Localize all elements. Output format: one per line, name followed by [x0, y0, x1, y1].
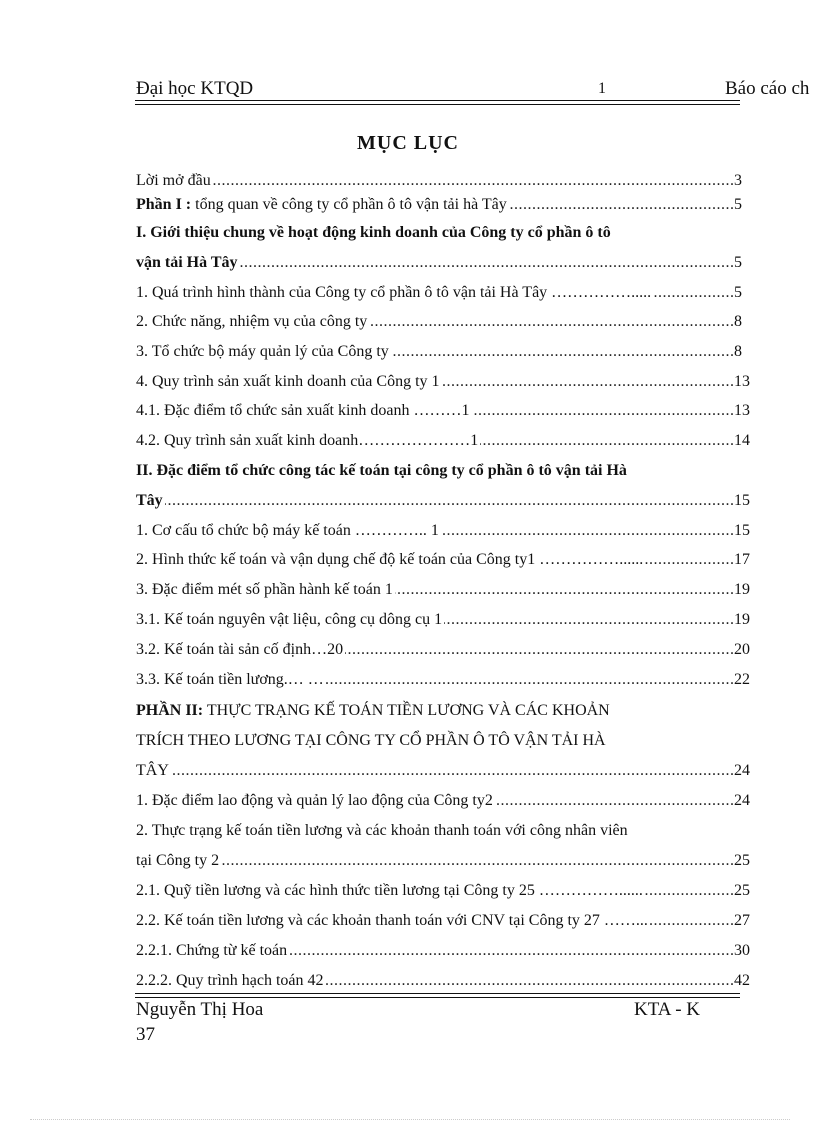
toc-entry-page: 14 [733, 430, 756, 452]
footer-class: KTA - K [634, 999, 701, 1020]
toc-entry-page: 13 [733, 371, 756, 393]
toc-entry-text [136, 940, 289, 962]
toc-entry-page: 20 [733, 639, 756, 661]
toc-entry-text [136, 222, 613, 244]
toc-entry [136, 910, 756, 932]
toc-entry [136, 669, 756, 691]
toc-entry-text [136, 430, 480, 452]
toc-entry [136, 311, 756, 333]
toc-entry-page: 5 [733, 252, 756, 274]
toc-entry-text [136, 460, 629, 482]
toc-entry-prefix: PHẦN II: [136, 702, 204, 719]
toc-entry-page: 15 [733, 520, 756, 542]
footer-author: Nguyễn Thị Hoa [136, 999, 264, 1020]
toc-leader-dots [136, 170, 736, 192]
toc-entry-text [136, 910, 650, 932]
toc-entry-title: 2.2. Kế toán tiền lương và các khoản thanh toán với CNV tại Công ty 27 ……... [136, 912, 648, 929]
toc-entry [136, 730, 756, 752]
toc-entry-title: THỰC TRẠNG KẾ TOÁN TIỀN LƯƠNG VÀ CÁC KHOẢN [203, 702, 610, 719]
toc-entry-title: tổng quan về công ty cổ phần ô tô vận tải hà Tây [191, 196, 507, 213]
toc-entry-text [136, 252, 240, 274]
toc-entry [136, 760, 756, 782]
toc-entry-text [136, 194, 509, 216]
toc-entry-text [136, 282, 653, 304]
footer-divider [135, 993, 740, 998]
toc-entry [136, 400, 756, 422]
toc-entry-page: 24 [733, 760, 756, 782]
toc-entry-text [136, 700, 612, 722]
toc-entry-title: 4.1. Đặc điểm tổ chức sản xuất kinh doanh ………1 [136, 402, 470, 419]
toc-entry [136, 194, 756, 216]
toc-entry-title: TÂY [136, 762, 169, 779]
toc-entry-page: 42 [733, 970, 756, 992]
toc-entry-page: 5 [733, 194, 756, 216]
toc-entry-text [136, 730, 608, 752]
toc-entry-title: 3.1. Kế toán nguyên vật liệu, công cụ dông cụ 1 [136, 611, 443, 628]
toc-entry-title: 1. Cơ cấu tổ chức bộ máy kế toán ………….. 1 [136, 522, 439, 539]
toc-entry [136, 430, 756, 452]
toc-entry-title: 3.2. Kế toán tài sản cố định…20 [136, 641, 344, 658]
toc-entry-title: 2.2.2. Quy trình hạch toán 42 [136, 972, 324, 989]
toc-entry-text [136, 850, 221, 872]
toc-entry-title: 4. Quy trình sản xuất kinh doanh của Công ty 1 [136, 373, 440, 390]
toc-entry-text [136, 520, 441, 542]
toc-entry [136, 609, 756, 631]
toc-entry-title: Lời mở đầu [136, 172, 211, 189]
toc-entry-title: 2. Hình thức kế toán và vận dụng chế độ kế toán của Công ty1 ……………...... [136, 551, 644, 568]
toc-entry [136, 850, 756, 872]
toc-entry-page: 3 [733, 170, 756, 192]
toc-entry-page: 15 [733, 490, 756, 512]
toc-entry-page: 24 [733, 790, 756, 812]
toc-entry-text [136, 579, 395, 601]
toc-entry-title: I. Giới thiệu chung về hoạt động kinh doanh của Công ty cổ phần ô tô [136, 224, 611, 241]
header-report-title: Báo cáo ch [725, 78, 810, 99]
toc-entry [136, 170, 756, 192]
header-university: Đại học KTQD [136, 78, 254, 99]
toc-entry-title: 1. Quá trình hình thành của Công ty cổ phần ô tô vận tải Hà Tây ……………..... [136, 284, 652, 301]
toc-entry-text [136, 341, 391, 363]
toc-entry [136, 940, 756, 962]
toc-entry [136, 820, 756, 842]
toc-leader-dots [136, 490, 736, 512]
header-divider [135, 100, 740, 105]
toc-entry [136, 579, 756, 601]
toc-entry-page: 27 [733, 910, 756, 932]
toc-entry-title: Tây [136, 492, 163, 509]
toc-entry [136, 790, 756, 812]
toc-entry-title: 1. Đặc điểm lao động và quản lý lao động của Công ty2 [136, 792, 493, 809]
toc-entry-page: 17 [733, 549, 756, 571]
toc-entry-page: 30 [733, 940, 756, 962]
toc-entry-title: 3. Đặc điểm mét số phần hành kế toán 1 [136, 581, 393, 598]
toc-entry-text [136, 170, 213, 192]
toc-entry-page: 8 [733, 311, 756, 333]
toc-entry-text [136, 790, 495, 812]
toc-entry-text [136, 669, 326, 691]
toc-entry [136, 639, 756, 661]
toc-entry-title: 4.2. Quy trình sản xuất kinh doanh…………………1 [136, 432, 479, 449]
toc-entry-page: 19 [733, 609, 756, 631]
page-title: MỤC LỤC [357, 132, 459, 154]
toc-entry-text [136, 970, 326, 992]
toc-entry [136, 970, 756, 992]
toc-entry [136, 520, 756, 542]
toc-entry-page: 13 [733, 400, 756, 422]
toc-entry-text [136, 490, 165, 512]
toc-entry [136, 460, 756, 482]
toc-entry [136, 549, 756, 571]
toc-entry [136, 222, 756, 244]
toc-entry-page: 25 [733, 880, 756, 902]
toc-entry-title: 2. Chức năng, nhiệm vụ của công ty [136, 313, 368, 330]
toc-entry [136, 282, 756, 304]
toc-entry-title: TRÍCH THEO LƯƠNG TẠI CÔNG TY CỔ PHẦN Ô TÔ VẬN TẢI HÀ [136, 732, 606, 749]
toc-entry-page: 19 [733, 579, 756, 601]
toc-entry [136, 341, 756, 363]
page-edge [30, 1119, 790, 1120]
toc-entry [136, 490, 756, 512]
toc-entry-text [136, 820, 630, 842]
toc-entry-text [136, 880, 645, 902]
toc-entry-text [136, 639, 345, 661]
toc-entry-title: tại Công ty 2 [136, 852, 220, 869]
toc-entry-title: 3.3. Kế toán tiền lương.… … [136, 671, 324, 688]
toc-entry [136, 252, 756, 274]
toc-leader-dots [136, 850, 736, 872]
toc-entry-text [136, 400, 472, 422]
toc-entry-prefix: Phần I : [136, 196, 192, 213]
toc-entry-title: vận tải Hà Tây [136, 254, 238, 271]
toc-entry-title: 2. Thực trạng kế toán tiền lương và các khoản thanh toán với công nhân viên [136, 822, 628, 839]
toc-entry-text [136, 609, 444, 631]
footer-number: 37 [136, 1024, 155, 1045]
toc-entry-title: 2.1. Quỹ tiền lương và các hình thức tiền lương tại Công ty 25 ……………...... [136, 882, 643, 899]
toc-entry-page: 25 [733, 850, 756, 872]
toc-entry [136, 880, 756, 902]
toc-leader-dots [136, 760, 736, 782]
toc-entry-page: 5 [733, 282, 756, 304]
toc-entry-text [136, 549, 645, 571]
toc-entry-title: II. Đặc điểm tổ chức công tác kế toán tại công ty cổ phần ô tô vận tải Hà [136, 462, 627, 479]
header-page-number: 1 [598, 80, 606, 97]
toc-entry [136, 371, 756, 393]
toc-entry-page: 8 [733, 341, 756, 363]
toc-entry-title: 3. Tổ chức bộ máy quản lý của Công ty [136, 343, 389, 360]
toc-entry-text [136, 760, 171, 782]
toc-entry-page: 22 [733, 669, 756, 691]
toc-entry [136, 700, 756, 722]
toc-entry-text [136, 311, 369, 333]
toc-entry-title: 2.2.1. Chứng từ kế toán [136, 942, 288, 959]
toc-entry-text [136, 371, 442, 393]
